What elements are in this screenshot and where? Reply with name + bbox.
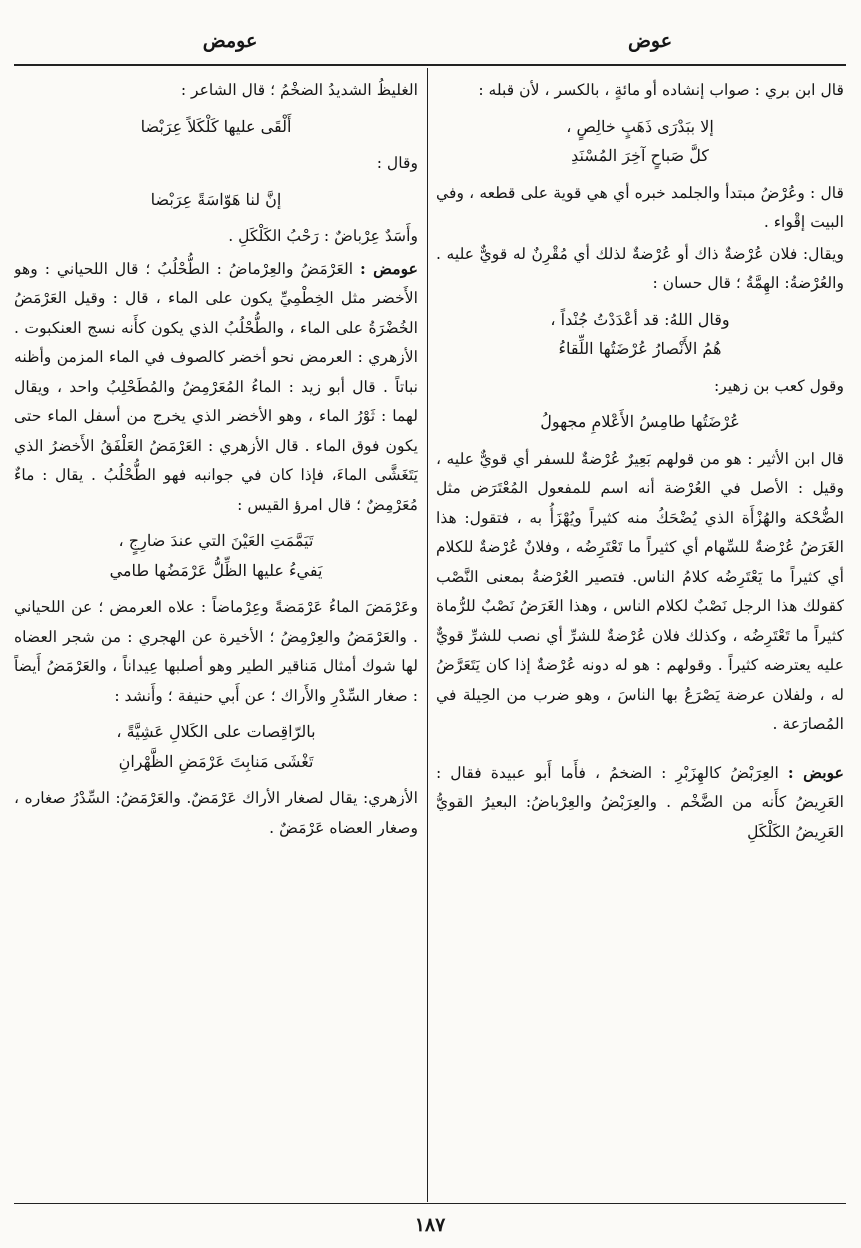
verse bbox=[436, 112, 844, 171]
paragraph: قال ابن بري : صواب إنشاده أو مائةٍ ، بالكسر ، لأن قبله : bbox=[478, 81, 844, 99]
paragraph: الغليظُ الشديدُ الضخْمُ ؛ قال الشاعر : bbox=[180, 81, 418, 99]
paragraph: وقول كعب بن زهير: bbox=[713, 376, 844, 395]
verse-line: بالرّاقِصات على الكَلالِ عَشِيَّةً ، bbox=[116, 722, 316, 741]
verse-line: وقال اللهُ: قد أعْدَدْتُ جُنْداً ، bbox=[550, 309, 730, 329]
paragraph: قال : وعُرْضُ مبتدأ والجلمد خبره أي هي قوية على قطعه ، وفي البيت إقْواء . bbox=[436, 183, 844, 231]
verse-line: هُمُ الأَنْصارُ عُرْضَتُها اللِّقاءُ bbox=[558, 339, 722, 358]
entry-text: العِرَبْضُ كالهِزَبْرِ : الضخمُ ، فأَما أَبو عبيدة فقال : العَرِيضُ كأَنه من الضَّخْم . والعِرَبْضُ والعِرْباضُ: البعيرُ القويُّ العَرِيضُ الكَلْكَلِ bbox=[436, 763, 844, 841]
right-column bbox=[436, 76, 844, 1204]
paragraph: ويقال: فلان عُرْضةٌ ذاك أو عُرْضةٌ لذلك أي مُقْرِنٌ له قويٌّ عليه . والعُرْضةُ: الهِمَّةُ ؛ قال حسان : bbox=[436, 244, 844, 292]
verse bbox=[14, 185, 418, 215]
verse-line: كلَّ صَباحٍ آخِرَ المُسْنَدِ bbox=[571, 146, 709, 165]
entry-paragraph bbox=[436, 758, 844, 848]
entry-headword: عومض : bbox=[360, 258, 418, 278]
verse bbox=[14, 717, 418, 776]
entry-paragraph bbox=[14, 254, 418, 521]
verse bbox=[436, 305, 844, 364]
paragraph: وأَسَدٌ عِرْباضٌ : رَحْبُ الكَلْكَلِ . bbox=[228, 227, 418, 245]
entry-headword: عوبض : bbox=[787, 762, 844, 782]
verse-line: يَفيءُ عليها الظِّلُّ عَرْمَضُها طامي bbox=[109, 560, 323, 580]
verse-line: عُرْضَتُها طامِسُ الأَعْلامِ مجهولُ bbox=[540, 412, 740, 431]
left-column bbox=[14, 76, 418, 1204]
spacer bbox=[436, 742, 844, 758]
header-right-word: عوض bbox=[627, 30, 673, 52]
page-number: ١٨٧ bbox=[414, 1214, 446, 1236]
column-divider bbox=[427, 68, 428, 1202]
verse-line: إلا ببَدْرَى ذَهَبٍ خالِصٍ ، bbox=[566, 116, 714, 136]
header-rule bbox=[14, 64, 846, 66]
verse-line: أَلْقَى عليها كَلْكَلاً عِرَبْضا bbox=[140, 116, 292, 136]
paragraph: قال ابن الأثير : هو من قولهم بَعِيرٌ عُرْضةٌ للسفر أي قويٌّ عليه ، وقيل : الأصل في العُرْضة أنه اسم للمفعول المُعْتَرَض مثل الضُّحْكة والهُزْأَة الذي يُضْحَكُ منه كثيراً ويُهْزَأُ به ، فتقول: هذا الغَرَضُ عُرْضةٌ للسِّهام أي كثيراً ما تَعْتَرِضُه ، وفلانٌ عُرْضةٌ للكلام أي كثيراً ما يَعْتَرِضُه كلامُ الناس. فتصير العُرْضةُ بمعنى النَّصْب كقولك هذا الرجل نَصْبٌ لكلام الناس ، وهذا الغَرَضُ نَصْبٌ للرُّماة كثيراً ما تَعْتَرِضُه ، وكذلك فلان عُرْضةٌ للشرِّ أي نصب للشرِّ قويٌّ عليه يعترضه كثيراً . وقولهم : هو له دونه عُرْضةٌ إذا كان يَتَعَرَّضُ له ، ولفلان عرضة يَصْرَعُ بها الناسَ ، وهو ضرب من الحِيلة في المُصارَعة . bbox=[436, 449, 844, 733]
entry-text: العَرْمَضُ والعِرْماضُ : الطُّحْلُبُ ؛ قال اللحياني : وهو الأَخضر مثل الخِطْمِيِّ يكون على الماء ، قال : وقيل العَرْمَضُ الخُضْرَةُ على الماء ، والطُّحْلُبُ الذي يكون كأَنه نسج العنكبوت . الأزهري : العرمض نحو أخضر كالصوف في الماء المزمن وأظنه نباتاً . قال أبو زيد : الماءُ المُعَرْمِضُ والمُطَحْلِبُ واحد ، ويقال لهما : ثَوْرُ الماء ، وهو الأخضر الذي يخرج من أسفل الماء حتى يكون فوق الماء . قال الأزهري : العَرْمَضُ العَلْفَقُ الأَخضرُ الذي يَتَغَشَّى الماءَ، فإذا كان في جوانبه فهو الطُّحْلُبُ . يقال : ماءٌ مُعَرْمِضٌ ؛ قال امرؤ القيس : bbox=[14, 259, 418, 514]
verse-line: تَيَمَّمَتِ العَيْنَ التي عندَ ضارِجٍ ، bbox=[118, 531, 314, 550]
paragraph: وعَرْمَضَ الماءُ عَرْمَضةً وعِرْماضاً : علاه العرمض ؛ عن اللحياني . والعَرْمَضُ والعِرْمِضُ ؛ الأخيرة عن الهجري : من شجر العضاه لها شوك أمثال مَناقير الطير وهو أصلبها عِيداناً ، والعَرْمَضُ أَيضاً : صغار السِّدْرِ والأَراك ؛ عن أَبي حنيفة ؛ وأَنشد : bbox=[14, 598, 418, 705]
verse bbox=[14, 112, 418, 142]
verse bbox=[14, 526, 418, 585]
paragraph: وقال : bbox=[376, 154, 418, 172]
verse-line: إنَّ لنا هَوّاسَةً عِرَبْضا bbox=[150, 189, 282, 209]
verse-line: تَغْشَى مَنابِتَ عَرْمَضِ الظَّهْرانِ bbox=[118, 751, 314, 771]
header-left-word: عومض bbox=[202, 30, 258, 52]
paragraph: الأزهري: يقال لصغار الأراك عَرْمَضٌ. والعَرْمَضُ: السِّدْرُ صغاره ، وصغار العضاه عَرْمَضٌ . bbox=[14, 789, 418, 837]
verse bbox=[436, 407, 844, 437]
